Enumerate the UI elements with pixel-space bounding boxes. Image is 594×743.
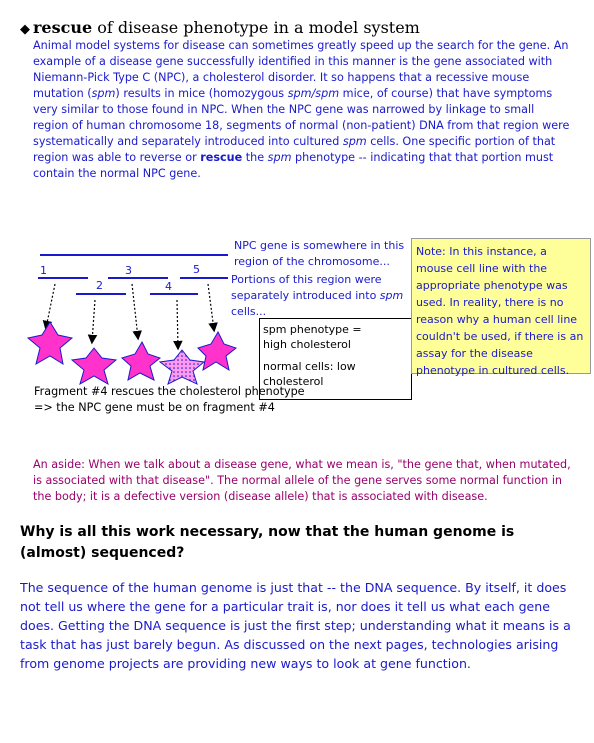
intro-text: phenotype -- indicating that that portion must contain the normal NPC gene.: [33, 151, 554, 180]
intro-text: the: [242, 151, 268, 164]
intro-text: Animal model systems for disease can sometimes greatly speed up the search for the gene. An example of a disease gene successfully identified in this manner is the gene associated with Niemann-Pick Type C (NPC), a cholesterol disorder. It so happens that a recessive mouse mutation (: [33, 39, 569, 100]
intro-text: mice, of course) that have symptoms very similar to those found in NPC. When the NPC gene was narrowed by linkage to small region of human chromosome 18, segments of normal (non-patient) DNA from that region were systematically and separately introduced into cultured: [33, 87, 570, 148]
spm-cell-icon: [198, 332, 236, 370]
intro-spm: spm: [91, 87, 116, 100]
legend-normal-label: normal cells: low cholesterol: [263, 360, 356, 388]
arrow-fragment-5: [208, 284, 214, 330]
question-heading: Why is all this work necessary, now that the human genome is (almost) sequenced?: [20, 524, 515, 561]
arrow-fragment-4: [177, 300, 178, 348]
portions-text-end: cells...: [231, 305, 267, 318]
fragment-label: 4: [165, 280, 172, 293]
arrow-fragment-2: [92, 300, 95, 342]
legend-spm-label: spm phenotype = high cholesterol: [263, 323, 362, 351]
aside-paragraph: An aside: When we talk about a disease gene, what we mean is, "the gene that, when mutated, is associated with that disease". The normal allele of the gene serves some normal function in the body; it is a defective version (disease allele) that is associated with disease.: [33, 458, 571, 503]
intro-rescue: rescue: [200, 151, 243, 164]
npc-region-label: NPC gene is somewhere in this region of the chromosome...: [234, 239, 405, 268]
portions-text: Portions of this region were separately introduced into: [231, 273, 382, 302]
heading-rest: of disease phenotype in a model system: [92, 18, 420, 37]
rescued-cell-icon: [160, 350, 204, 384]
fragment-note: Fragment #4 rescues the cholesterol phenotype => the NPC gene must be on fragment #4: [34, 385, 305, 414]
answer-paragraph: The sequence of the human genome is just that -- the DNA sequence. By itself, it does not tell us where the gene for a particular trait is, nor does it tell us what each gene does. Getting the DNA sequence is just the first step; understanding what it means is a task that has just barely begun. As discussed on the next pages, technologies arising from genome projects are providing new ways to look at gene function.: [20, 580, 571, 671]
intro-spm: spm/spm: [287, 87, 340, 100]
fragment-label: 3: [125, 264, 132, 277]
intro-text: ) results in mice (homozygous: [115, 87, 288, 100]
heading-keyword: rescue: [33, 18, 93, 37]
section-heading: [20, 18, 420, 37]
portions-spm: spm: [379, 289, 404, 302]
intro-spm: spm: [267, 151, 292, 164]
fragment-label: 1: [40, 264, 47, 277]
fragment-label: 2: [96, 279, 103, 292]
arrow-fragment-1: [46, 284, 55, 328]
fragment-label: 5: [193, 263, 200, 276]
spm-cell-icon: [28, 322, 72, 364]
diamond-bullet-icon: ◆: [20, 22, 30, 37]
intro-text: cells. One specific portion of that region was able to reverse or: [33, 135, 556, 164]
side-note: Note: In this instance, a mouse cell line with the appropriate phenotype was used. In reality, there is no reason why a human cell line couldn't be used, if there is an assay for the disease phenotype in cultured cells.: [411, 238, 591, 374]
intro-spm: spm: [342, 135, 367, 148]
arrow-fragment-3: [132, 284, 138, 338]
spm-cell-icon: [72, 348, 116, 384]
intro-paragraph: [33, 38, 573, 182]
spm-cell-icon: [122, 342, 160, 380]
portions-label: [231, 272, 411, 320]
